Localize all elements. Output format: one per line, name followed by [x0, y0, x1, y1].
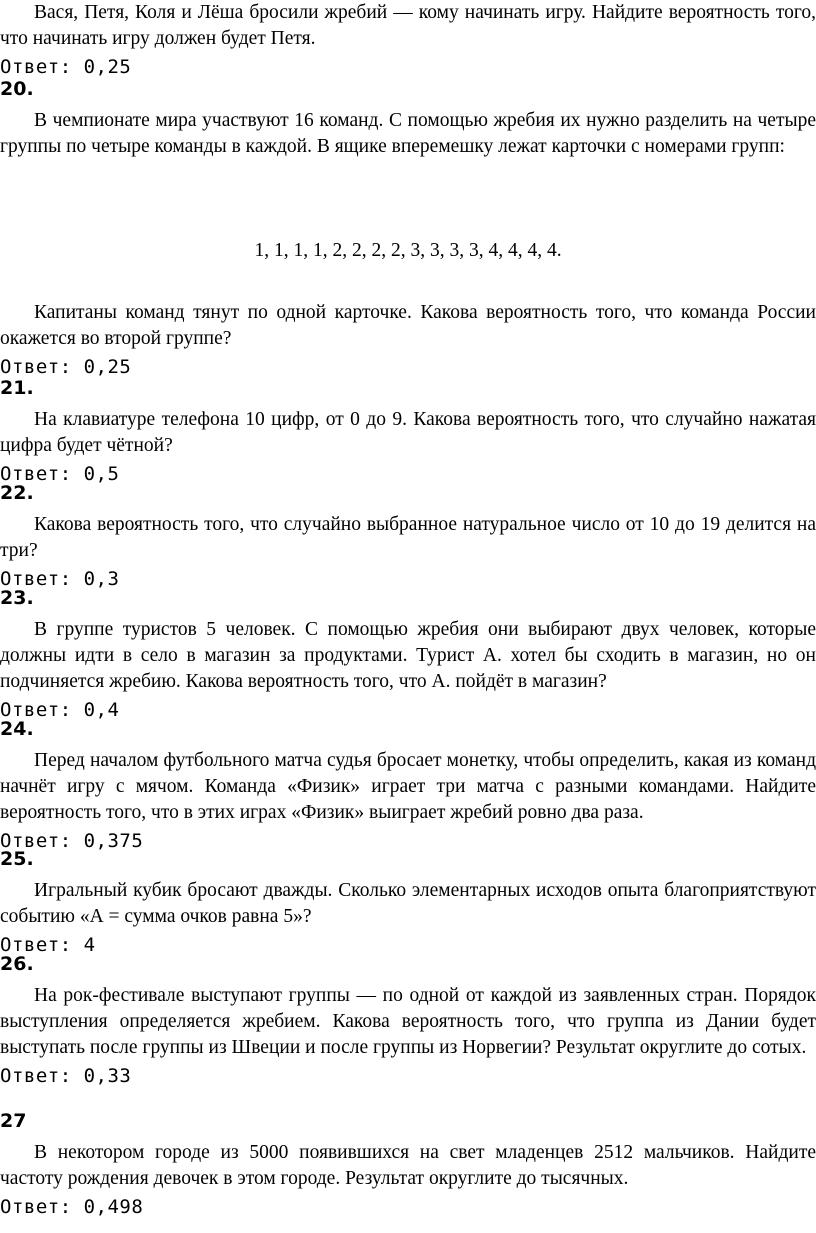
- problem-21: [0, 377, 816, 486]
- problem-text: Какова вероятность того, что случайно выбранное натуральное число от 10 до 19 делится на три?: [0, 514, 816, 561]
- problem-number: 26.: [0, 953, 34, 975]
- problem-text: Игральный кубик бросают дважды. Сколько элементарных исходов опыта благоприятствуют событию «А = сумма очков равна 5»?: [0, 880, 816, 927]
- problem-number: 25.: [0, 848, 34, 870]
- answer-text: Ответ: 0,33: [0, 1065, 132, 1087]
- problem-number: 23.: [0, 587, 34, 609]
- problem-text: На рок-фестивале выступают группы — по одной от каждой из заявленных стран. Порядок выступления определяется жребием. Какова вероятность того, что группа из Дании будет выступать после группы из Швеции и после группы из Норвегии? Результат округлите до сотых.: [0, 985, 816, 1058]
- answer-text: Ответ: 4: [0, 934, 96, 956]
- problem-20-question: [0, 300, 816, 379]
- problem-27: [0, 1110, 816, 1219]
- problem-text: В группе туристов 5 человек. С помощью жребия они выбирают двух человек, которые должны идти в село в магазин за продуктами. Турист А. хотел бы сходить в магазин, но он подчиняется жребию. Какова вероятность того, что А. пойдёт в магазин?: [0, 619, 816, 692]
- answer-text: Ответ: 0,25: [0, 356, 132, 378]
- answer-text: Ответ: 0,25: [0, 56, 132, 78]
- problem-26: [0, 953, 816, 1088]
- answer-text: Ответ: 0,5: [0, 463, 120, 485]
- answer-text: Ответ: 0,498: [0, 1196, 144, 1218]
- problem-22: [0, 482, 816, 591]
- problem-24: [0, 718, 816, 853]
- answer-text: Ответ: 0,375: [0, 830, 144, 852]
- problem-number: 21.: [0, 377, 34, 399]
- problem-text: Вася, Петя, Коля и Лёша бросили жребий — кому начинать игру. Найдите вероятность того, что начинать игру должен будет Петя.: [0, 2, 816, 49]
- problem-19: [0, 0, 816, 79]
- card-sequence-block: [0, 238, 816, 264]
- problem-number: 22.: [0, 482, 34, 504]
- answer-text: Ответ: 0,4: [0, 699, 120, 721]
- problem-number: 20.: [0, 78, 34, 100]
- card-sequence: 1, 1, 1, 1, 2, 2, 2, 2, 3, 3, 3, 3, 4, 4, 4, 4.: [254, 240, 562, 261]
- problem-text: Перед началом футбольного матча судья бросает монетку, чтобы определить, какая из команд начнёт игру с мячом. Команда «Физик» играет три матча с разными командами. Найдите вероятность того, что в этих играх «Физик» выиграет жребий ровно два раза.: [0, 750, 816, 823]
- problem-25: [0, 848, 816, 957]
- problem-text: В некотором городе из 5000 появившихся на свет младенцев 2512 мальчиков. Найдите частоту рождения девочек в этом городе. Результат округлите до тысячных.: [0, 1142, 816, 1189]
- problem-number: 24.: [0, 718, 34, 740]
- answer-text: Ответ: 0,3: [0, 568, 120, 590]
- problem-number: 27: [0, 1110, 27, 1132]
- problem-text: Капитаны команд тянут по одной карточке. Какова вероятность того, что команда России окажется во второй группе?: [0, 302, 816, 349]
- problem-text: На клавиатуре телефона 10 цифр, от 0 до 9. Какова вероятность того, что случайно нажатая цифра будет чётной?: [0, 409, 816, 456]
- problem-20: [0, 78, 816, 160]
- problem-text: В чемпионате мира участвуют 16 команд. С помощью жребия их нужно разделить на четыре группы по четыре команды в каждой. В ящике вперемешку лежат карточки с номерами групп:: [0, 110, 816, 157]
- problem-23: [0, 587, 816, 722]
